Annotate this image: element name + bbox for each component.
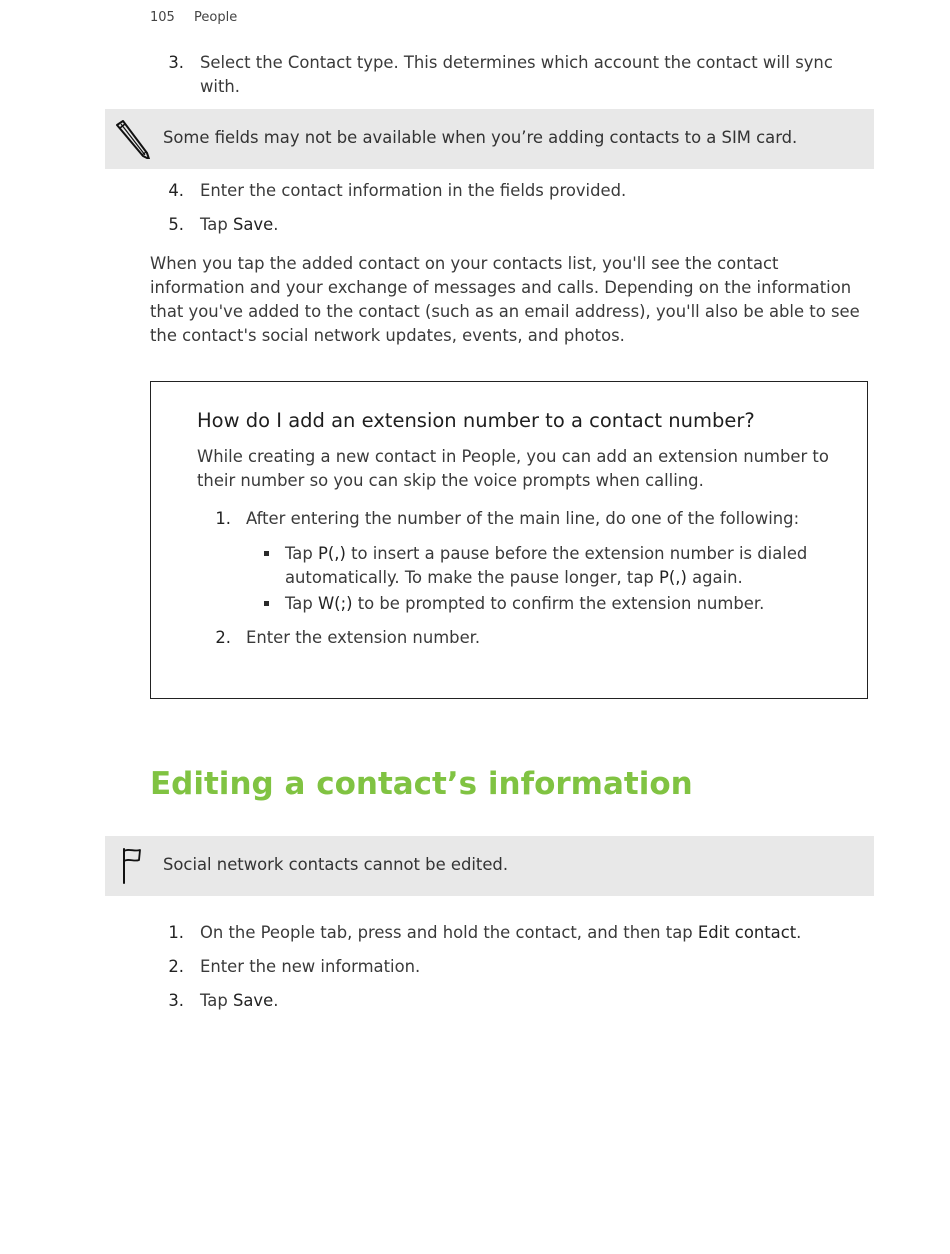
list-item <box>0 921 950 945</box>
tip-box <box>150 381 868 699</box>
tip-intro: While creating a new contact in People, you can add an extension number to their number so you can skip the voice prompts when calling. <box>197 447 829 490</box>
tip-title: How do I add an extension number to a contact number? <box>197 409 755 432</box>
step-text: Enter the new information. <box>200 957 421 976</box>
step-number: 3. <box>168 53 184 72</box>
bullet-item: Tap W(;) to be prompted to confirm the extension number. <box>285 594 765 613</box>
bullet-marker <box>264 601 269 606</box>
step-number: 1. <box>168 923 184 942</box>
step-text: On the People tab, press and hold the contact, and then tap Edit contact. <box>200 923 802 942</box>
step-text-cont: with. <box>200 77 240 96</box>
step-text: Tap Save. <box>200 991 279 1010</box>
note-text: Some fields may not be available when you’re adding contacts to a SIM card. <box>163 128 798 147</box>
step-text: Tap Save. <box>200 215 279 234</box>
bullet-item: Tap P(,) to insert a pause before the extension number is dialed automatically. To make the pause longer, tap P(,) again. <box>285 544 808 587</box>
step-text: Enter the contact information in the fields provided. <box>200 181 627 200</box>
list-item <box>0 213 950 237</box>
list-item <box>0 989 950 1013</box>
list-item <box>0 179 950 203</box>
step-number: 4. <box>168 181 184 200</box>
step-text: Select the Contact type. This determines which account the contact will sync <box>200 53 833 72</box>
note-callout <box>105 109 874 169</box>
ui-term: Save <box>232 215 274 234</box>
key-label: P(,) <box>317 544 346 563</box>
list-item <box>0 51 950 99</box>
step-text: After entering the number of the main line, do one of the following: <box>246 509 800 528</box>
flag-icon <box>119 846 145 886</box>
note-text: Social network contacts cannot be edited. <box>163 855 509 874</box>
list-item <box>0 955 950 979</box>
page-section-name: People <box>194 10 238 25</box>
key-label: P(,) <box>658 568 687 587</box>
pencil-icon <box>113 119 151 159</box>
key-label: W(;) <box>317 594 353 613</box>
body-paragraph: When you tap the added contact on your contacts list, you'll see the contact information and your exchange of messages and calls. Depending on the information that you've added to the contact (such as an email address), you'll also be able to see the contact's social network updates, events, and photos. <box>150 254 860 345</box>
step-number: 2. <box>168 957 184 976</box>
step-text: Enter the extension number. <box>246 628 481 647</box>
section-title: Editing a contact’s information <box>150 766 693 802</box>
step-number: 3. <box>168 991 184 1010</box>
bullet-marker <box>264 551 269 556</box>
step-number: 2. <box>215 628 231 647</box>
note-callout <box>105 836 874 896</box>
page-number: 105 <box>150 10 175 25</box>
step-number: 1. <box>215 509 231 528</box>
step-number: 5. <box>168 215 184 234</box>
ui-term: Save <box>232 991 274 1010</box>
ui-term: Edit contact <box>697 923 797 942</box>
